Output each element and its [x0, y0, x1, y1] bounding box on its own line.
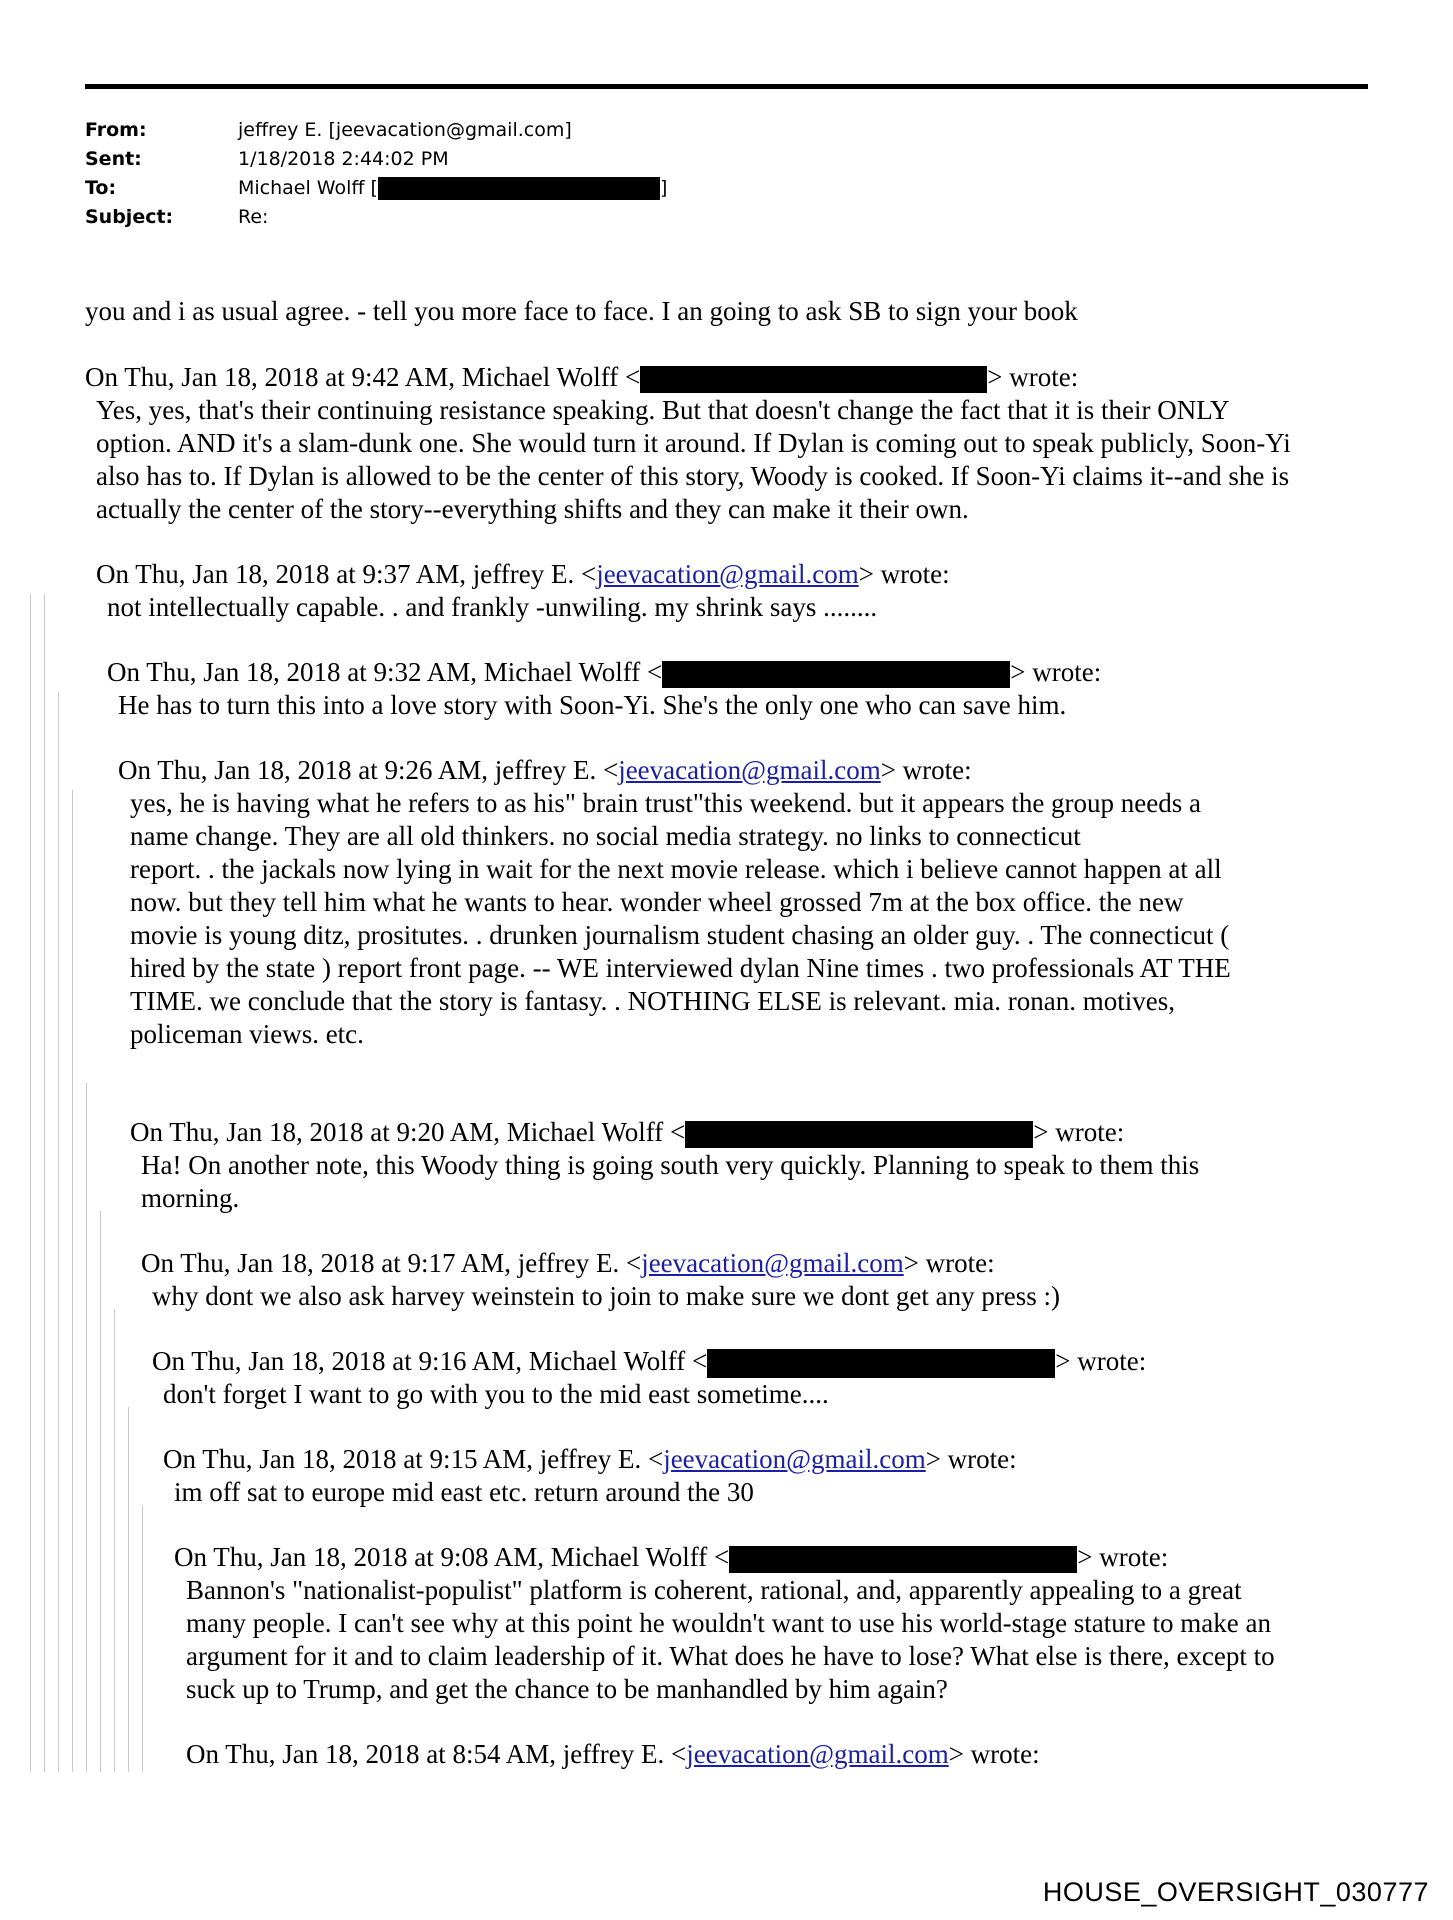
message-header: [130, 1116, 1124, 1149]
message-header-suffix: > wrote:: [1033, 1117, 1125, 1147]
message-line: option. AND it's a slam-dunk one. She would turn it around. If Dylan is coming out to speak publicly, Soon-Yi: [96, 428, 1291, 458]
to-value: [238, 174, 667, 203]
message-line: also has to. If Dylan is allowed to be the center of this story, Woody is cooked. If Soon-Yi claims it--and she is: [96, 461, 1290, 491]
sent-value: 1/18/2018 2:44:02 PM: [238, 148, 449, 170]
message-line: Ha! On another note, this Woody thing is going south very quickly. Planning to speak to them this: [141, 1150, 1200, 1180]
message-header-prefix: On Thu, Jan 18, 2018 at 9:08 AM, Michael Wolff <: [174, 1542, 730, 1572]
message-line: report. . the jackals now lying in wait for the next movie release. which i believe cannot happen at all: [130, 854, 1222, 884]
quote-bar: [44, 594, 45, 1772]
redaction-bar: [662, 661, 1010, 688]
to-name: Michael Wolff [: [238, 177, 378, 199]
quote-bar: [72, 790, 73, 1772]
message-line: im off sat to europe mid east etc. return around the 30: [174, 1477, 754, 1507]
message-header-suffix: > wrote:: [858, 559, 950, 589]
message-header-prefix: On Thu, Jan 18, 2018 at 9:32 AM, Michael Wolff <: [107, 657, 663, 687]
message-header-prefix: On Thu, Jan 18, 2018 at 9:42 AM, Michael Wolff <: [85, 362, 641, 392]
message-line: why dont we also ask harvey weinstein to join to make sure we dont get any press :): [152, 1281, 1061, 1311]
email-link[interactable]: jeevacation@gmail.com: [618, 755, 881, 785]
quote-bar: [86, 1083, 87, 1772]
message-header-prefix: On Thu, Jan 18, 2018 at 9:26 AM, jeffrey E. <: [118, 755, 619, 785]
message-line: movie is young ditz, prositutes. . drunken journalism student chasing an older guy. . The connecticut (: [130, 920, 1230, 950]
message-header-prefix: On Thu, Jan 18, 2018 at 9:15 AM, jeffrey E. <: [163, 1444, 664, 1474]
message-line: morning.: [141, 1183, 240, 1213]
quote-bar: [58, 692, 59, 1772]
redaction-bar: [640, 366, 987, 393]
message-line: many people. I can't see why at this point he wouldn't want to use his world-stage stature to make an: [186, 1608, 1271, 1638]
message-line: Bannon's "nationalist-populist" platform is coherent, rational, and, apparently appealing to a great: [186, 1575, 1242, 1605]
email-link[interactable]: jeevacation@gmail.com: [596, 559, 859, 589]
message-header: [152, 1345, 1146, 1378]
message-line: He has to turn this into a love story with Soon-Yi. She's the only one who can save him.: [118, 690, 1067, 720]
message-line: suck up to Trump, and get the chance to be manhandled by him again?: [186, 1674, 948, 1704]
message-header: [85, 361, 1078, 394]
message-line: now. but they tell him what he wants to hear. wonder wheel grossed 7m at the box office. the new: [130, 887, 1184, 917]
message-header: [141, 1247, 995, 1280]
to-label: To:: [85, 177, 117, 199]
message-header: [163, 1443, 1017, 1476]
message-line: name change. They are all old thinkers. no social media strategy. no links to connecticut: [130, 821, 1081, 851]
message-header-suffix: > wrote:: [925, 1444, 1017, 1474]
message-line: don't forget I want to go with you to the mid east sometime....: [163, 1379, 829, 1409]
message-header-prefix: On Thu, Jan 18, 2018 at 9:16 AM, Michael Wolff <: [152, 1346, 708, 1376]
redaction-bar: [378, 177, 660, 200]
message-header-suffix: > wrote:: [1055, 1346, 1147, 1376]
message-line: policeman views. etc.: [130, 1019, 364, 1049]
reply-text: you and i as usual agree. - tell you more face to face. I an going to ask SB to sign your book: [85, 296, 1078, 326]
message-header: [174, 1541, 1168, 1574]
top-divider: [85, 84, 1368, 89]
redaction-bar: [707, 1349, 1055, 1378]
quote-bar: [30, 594, 31, 1772]
sent-label: Sent:: [85, 148, 142, 170]
quote-bar: [142, 1505, 143, 1772]
subject-label: Subject:: [85, 206, 174, 228]
subject-value: Re:: [238, 206, 269, 228]
message-line: yes, he is having what he refers to as his" brain trust"this weekend. but it appears the group needs a: [130, 788, 1202, 818]
message-header-prefix: On Thu, Jan 18, 2018 at 9:20 AM, Michael Wolff <: [130, 1117, 686, 1147]
message-header-suffix: > wrote:: [1010, 657, 1102, 687]
message-header-suffix: > wrote:: [1077, 1542, 1169, 1572]
message-header-suffix: > wrote:: [880, 755, 972, 785]
quote-bar: [100, 1211, 101, 1772]
from-value: jeffrey E. [jeevacation@gmail.com]: [238, 119, 572, 141]
message-header-prefix: On Thu, Jan 18, 2018 at 9:37 AM, jeffrey E. <: [96, 559, 597, 589]
from-label: From:: [85, 119, 147, 141]
message-header-suffix: > wrote:: [903, 1248, 995, 1278]
message-line: actually the center of the story--everything shifts and they can make it their own.: [96, 494, 969, 524]
email-link[interactable]: jeevacation@gmail.com: [686, 1739, 949, 1769]
quote-bar: [128, 1407, 129, 1772]
bates-number: HOUSE_OVERSIGHT_030777: [1042, 1877, 1429, 1907]
message-line: not intellectually capable. . and frankly -unwiling. my shrink says ........: [107, 592, 878, 622]
to-close: ]: [659, 177, 668, 199]
message-line: Yes, yes, that's their continuing resistance speaking. But that doesn't change the fact that it is their ONLY: [96, 395, 1230, 425]
email-link[interactable]: jeevacation@gmail.com: [663, 1444, 926, 1474]
message-line: TIME. we conclude that the story is fantasy. . NOTHING ELSE is relevant. mia. ronan. motives,: [130, 986, 1175, 1016]
message-header: [118, 754, 972, 787]
redaction-bar: [685, 1121, 1033, 1148]
quote-bar: [114, 1309, 115, 1772]
message-header-prefix: On Thu, Jan 18, 2018 at 9:17 AM, jeffrey E. <: [141, 1248, 642, 1278]
email-link[interactable]: jeevacation@gmail.com: [641, 1248, 904, 1278]
message-header: [186, 1738, 1040, 1771]
message-header: [96, 558, 950, 591]
redaction-bar: [729, 1546, 1077, 1573]
message-line: argument for it and to claim leadership of it. What does he have to lose? What else is there, except to: [186, 1641, 1275, 1671]
message-header: [107, 656, 1101, 689]
message-header-prefix: On Thu, Jan 18, 2018 at 8:54 AM, jeffrey E. <: [186, 1739, 687, 1769]
message-line: hired by the state ) report front page. -- WE interviewed dylan Nine times . two professionals AT THE: [130, 953, 1231, 983]
message-header-suffix: > wrote:: [948, 1739, 1040, 1769]
message-header-suffix: > wrote:: [987, 362, 1079, 392]
